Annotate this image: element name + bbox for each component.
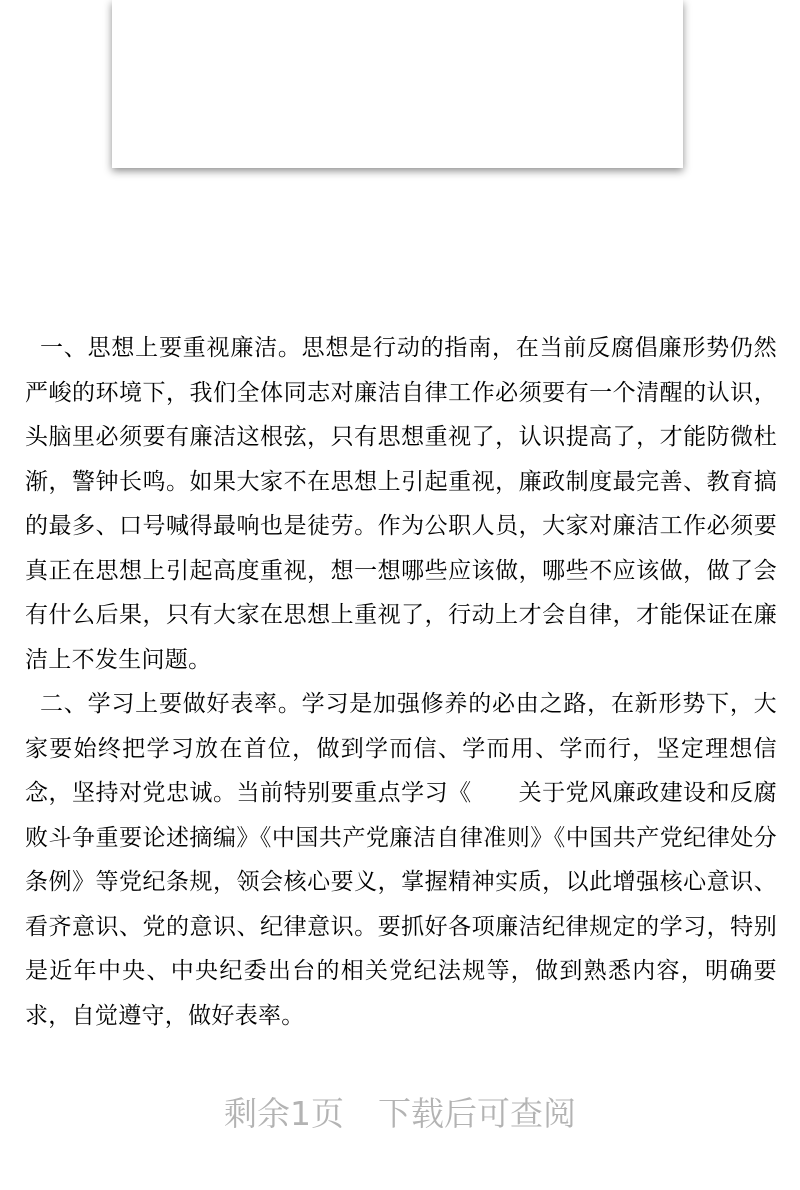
- page-preview-card: [112, 0, 683, 168]
- remaining-pages-label: 剩余1页: [224, 1094, 344, 1133]
- paragraph-thought: 一、思想上要重视廉洁。思想是行动的指南，在当前反腐倡廉形势仍然严峻的环境下，我们全体同志对廉洁自律工作必须要有一个清醒的认识，头脑里必须要有廉洁这根弦，只有思想重视了，认识提高了，才能防微杜渐，警钟长鸣。如果大家不在思想上引起重视，廉政制度最完善、教育搞的最多、口号喊得最响也是徒劳。作为公职人员，大家对廉洁工作必须要真正在思想上引起高度重视，想一想哪些应该做，哪些不应该做，做了会有什么后果，只有大家在思想上重视了，行动上才会自律，才能保证在廉洁上不发生问题。: [25, 335, 777, 673]
- paragraph-study: 二、学习上要做好表率。学习是加强修养的必由之路，在新形势下，大家要始终把学习放在首位，做到学而信、学而用、学而行，坚定理想信念，坚持对党忠诚。当前特别要重点学习《 关于党风廉政建设和反腐败斗争重要论述摘编》《中国共产党廉洁自律准则》《中国共产党纪律处分条例》等党纪条规，领会核心要义，掌握精神实质，以此增强核心意识、看齐意识、党的意识、纪律意识。要抓好各项廉洁纪律规定的学习，特别是近年中央、中央纪委出台的相关党纪法规等，做到熟悉内容，明确要求，自觉遵守，做好表率。: [25, 691, 777, 1029]
- download-prompt[interactable]: [0, 1088, 800, 1135]
- document-body: [25, 326, 777, 1038]
- download-hint-label: 下载后可查阅: [378, 1094, 576, 1133]
